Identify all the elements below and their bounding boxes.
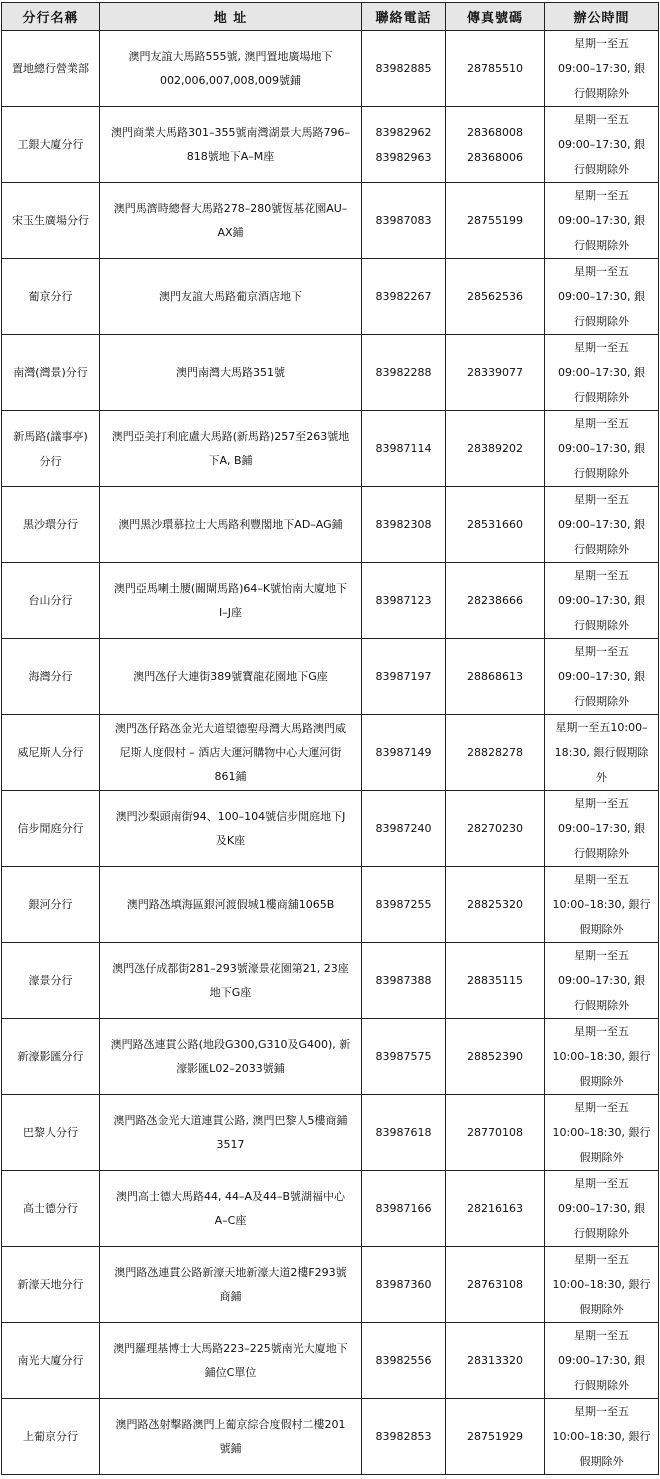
branch-name-cell [2,183,100,259]
hours-cell-line: 星期一至五 [574,645,629,658]
fax-cell [446,1019,545,1095]
branch-name-cell-line: 巴黎人分行 [23,1126,78,1139]
address-cell [100,1171,362,1247]
phone-cell-line: 83987083 [375,214,432,227]
phone-cell [362,715,446,791]
branch-name-cell [2,487,100,563]
branch-name-cell-line: 新濠影匯分行 [17,1050,84,1063]
phone-cell-line: 83982288 [375,366,432,379]
table-row [2,867,659,943]
address-cell-line: 澳門路氹金光大道連貫公路, 澳門巴黎人5樓商鋪 [113,1113,348,1127]
address-cell [100,715,362,791]
phone-cell-line: 83987388 [375,974,432,987]
branch-name-cell-line: 南灣(灣景)分行 [13,366,88,379]
address-cell-line: 002,006,007,008,009號鋪 [160,73,301,87]
phone-cell-line: 83987240 [375,822,432,835]
branch-name-cell-line: 高士德分行 [23,1202,78,1215]
branch-name-cell-line: 新馬路(議事亭) [13,429,88,443]
branch-name-cell-line: 台山分行 [28,594,73,607]
table-row [2,1095,659,1171]
address-cell [100,791,362,867]
phone-cell [362,791,446,867]
branch-name-cell [2,867,100,943]
hours-cell-line: 行假期除外 [574,1379,629,1392]
hours-cell-line: 09:00–17:30, 銀 [558,366,645,379]
fax-cell-line: 28755199 [467,214,523,227]
fax-cell [446,487,545,563]
phone-cell-line: 83982962 [375,125,432,139]
phone-cell [362,487,446,563]
address-cell-line: 澳門黑沙環慕拉士大馬路利豐閣地下AD–AG鋪 [118,517,343,531]
hours-cell [545,1247,659,1323]
hours-cell [545,183,659,259]
address-cell-line: 濠影匯L02–2033號鋪 [176,1061,285,1075]
phone-cell [362,1399,446,1475]
branch-name-cell-line: 濠景分行 [28,974,73,987]
fax-cell [446,259,545,335]
hours-cell [545,107,659,183]
fax-cell [446,791,545,867]
address-cell-line: 澳門羅理基博士大馬路223–225號南光大廈地下 [113,1341,348,1355]
table-row [2,107,659,183]
hours-cell [545,563,659,639]
fax-cell [446,183,545,259]
fax-cell [446,1095,545,1171]
table-row [2,639,659,715]
hours-cell-line: 09:00–17:30, 銀 [558,670,645,683]
address-cell-line: 澳門氹仔成都街281–293號濠景花園第21, 23座 [112,961,349,975]
address-cell [100,1323,362,1399]
phone-cell [362,1323,446,1399]
fax-cell [446,563,545,639]
phone-cell [362,639,446,715]
branch-name-cell-line: 分行 [39,454,62,468]
table-row [2,715,659,791]
phone-cell [362,1171,446,1247]
phone-cell-line: 83982963 [375,150,432,164]
hours-cell-line: 09:00–17:30, 銀 [558,214,645,227]
fax-cell [446,943,545,1019]
hours-cell-line: 星期一至五 [574,493,629,506]
hours-cell-line: 10:00–18:30, 銀行 [552,898,651,911]
fax-cell-line: 28770108 [467,1126,523,1139]
phone-cell-line: 83987149 [375,746,432,759]
phone-cell [362,411,446,487]
hours-cell [545,639,659,715]
branch-name-cell [2,1019,100,1095]
branch-name-cell-line: 工銀大廈分行 [17,138,84,151]
address-cell-line: 澳門馬濟時總督大馬路278–280號恆基花園AU– [113,201,348,215]
phone-cell [362,259,446,335]
address-cell-line: 鋪位C單位 [204,1365,257,1379]
phone-cell-line: 83982308 [375,518,432,531]
hours-cell-line: 09:00–17:30, 銀 [558,974,645,987]
hours-cell-line: 10:00–18:30, 銀行 [552,1278,651,1291]
hours-cell-line: 09:00–17:30, 銀 [558,290,645,303]
header-fax: 傳真號碼 [446,3,545,31]
fax-cell-line: 28238666 [467,594,523,607]
branch-name-cell [2,1171,100,1247]
hours-cell-line: 09:00–17:30, 銀 [558,594,645,607]
address-cell-line: AX鋪 [217,225,244,239]
table-row [2,335,659,411]
hours-cell-line: 星期一至五 [574,37,629,50]
address-cell-line: 澳門路氹連貫公路(地段G300,G310及G400), 新 [110,1037,351,1051]
address-cell [100,487,362,563]
fax-cell [446,411,545,487]
hours-cell-line: 星期一至五 [574,417,629,430]
hours-cell-line: 09:00–17:30, 銀 [558,442,645,455]
hours-cell-line: 假期除外 [579,1455,624,1468]
address-cell [100,1095,362,1171]
hours-cell-line: 行假期除外 [574,87,629,100]
branch-name-cell-line: 上葡京分行 [23,1430,78,1443]
fax-cell [446,107,545,183]
hours-cell-line: 星期一至五 [574,1405,629,1418]
fax-cell [446,639,545,715]
header-hours: 辦公時間 [545,3,659,31]
fax-cell-line: 28828278 [467,746,523,759]
hours-cell-line: 星期一至五 [574,1101,629,1114]
address-cell [100,259,362,335]
address-cell-line: 861鋪 [214,769,247,783]
hours-cell-line: 10:00–18:30, 銀行 [552,1430,651,1443]
hours-cell-line: 假期除外 [579,1075,624,1088]
phone-cell [362,31,446,107]
hours-cell [545,31,659,107]
address-cell [100,943,362,1019]
hours-cell-line: 10:00–18:30, 銀行 [552,1050,651,1063]
branch-name-cell [2,1247,100,1323]
phone-cell [362,1019,446,1095]
table-row [2,1171,659,1247]
fax-cell [446,1247,545,1323]
table-row [2,183,659,259]
address-cell-line: 澳門友誼大馬路葡京酒店地下 [159,289,302,303]
hours-cell-line: 行假期除外 [574,695,629,708]
hours-cell-line: 09:00–17:30, 銀 [558,1202,645,1215]
branch-name-cell [2,943,100,1019]
address-cell-line: 澳門氹仔大連街389號寶龍花園地下G座 [133,669,328,683]
phone-cell-line: 83982267 [375,290,432,303]
hours-cell [545,1399,659,1475]
table-row [2,411,659,487]
phone-cell [362,867,446,943]
hours-cell-line: 行假期除外 [574,239,629,252]
phone-cell-line: 83987197 [375,670,432,683]
table-row [2,259,659,335]
fax-cell-line: 28763108 [467,1278,523,1291]
hours-cell-line: 行假期除外 [574,315,629,328]
branch-name-cell-line: 新濠天地分行 [17,1278,84,1291]
phone-cell [362,1095,446,1171]
fax-cell-line: 28868613 [467,670,523,683]
address-cell [100,563,362,639]
hours-cell-line: 行假期除外 [574,619,629,632]
phone-cell [362,943,446,1019]
table-row [2,487,659,563]
address-cell-line: 澳門高士德大馬路44, 44–A及44–B號湖福中心 [115,1189,346,1203]
branch-name-cell [2,791,100,867]
table-row [2,1247,659,1323]
phone-cell-line: 83982885 [375,62,432,75]
hours-cell [545,1095,659,1171]
hours-cell [545,411,659,487]
fax-cell [446,31,545,107]
branch-name-cell-line: 銀河分行 [28,898,73,911]
fax-cell-line: 28270230 [467,822,523,835]
address-cell-line: 818號地下A–M座 [186,149,275,163]
branch-name-cell-line: 威尼斯人分行 [17,746,84,759]
phone-cell [362,183,446,259]
hours-cell-line: 星期一至五 [574,797,629,810]
hours-cell-line: 行假期除外 [574,391,629,404]
phone-cell-line: 83987114 [375,442,432,455]
hours-cell-line: 行假期除外 [574,999,629,1012]
address-cell [100,867,362,943]
hours-cell-line: 星期一至五 [574,113,629,126]
address-cell-line: 澳門路氹射擊路澳門上葡京綜合度假村二樓201 [115,1417,346,1431]
hours-cell [545,791,659,867]
table-row [2,1323,659,1399]
address-cell [100,411,362,487]
address-cell-line: 下A, B鋪 [208,453,253,467]
branch-name-cell [2,259,100,335]
branch-name-cell-line: 信步閒庭分行 [17,822,84,835]
phone-cell-line: 83987123 [375,594,432,607]
hours-cell-line: 星期一至五 [574,1329,629,1342]
phone-cell-line: 83987255 [375,898,432,911]
hours-cell [545,1171,659,1247]
hours-cell [545,259,659,335]
address-cell [100,1247,362,1323]
hours-cell [545,715,659,791]
hours-cell [545,867,659,943]
hours-cell-line: 行假期除外 [574,163,629,176]
hours-cell [545,943,659,1019]
address-cell [100,107,362,183]
hours-cell-line: 星期一至五 [574,189,629,202]
branch-name-cell [2,1323,100,1399]
address-cell-line: 地下G座 [209,985,252,999]
fax-cell-line: 28751929 [467,1430,523,1443]
fax-cell-line: 28562536 [467,290,523,303]
address-cell [100,1019,362,1095]
phone-cell [362,107,446,183]
address-cell-line: 商鋪 [219,1289,242,1303]
hours-cell-line: 星期一至五 [574,1025,629,1038]
hours-cell-line: 星期一至五10:00– [555,721,648,734]
header-row [2,3,659,31]
phone-cell-line: 83982556 [375,1354,432,1367]
branch-name-cell-line: 海灣分行 [28,670,73,683]
fax-cell-line: 28368008 [467,125,523,139]
fax-cell [446,1171,545,1247]
table-row [2,1399,659,1475]
hours-cell-line: 外 [596,771,607,784]
address-cell [100,639,362,715]
hours-cell-line: 09:00–17:30, 銀 [558,138,645,151]
branch-name-cell [2,411,100,487]
fax-cell-line: 28835115 [467,974,523,987]
header-phone: 聯絡電話 [362,3,446,31]
address-cell-line: 澳門亞馬喇土腰(關閘馬路)64–K號怡南大廈地下 [113,581,348,595]
branch-table [1,2,659,1475]
hours-cell-line: 星期一至五 [574,265,629,278]
address-cell [100,1399,362,1475]
hours-cell-line: 09:00–17:30, 銀 [558,518,645,531]
hours-cell-line: 星期一至五 [574,341,629,354]
branch-name-cell-line: 黑沙環分行 [23,518,78,531]
hours-cell-line: 10:00–18:30, 銀行 [552,1126,651,1139]
hours-cell-line: 假期除外 [579,1151,624,1164]
branch-name-cell [2,31,100,107]
address-cell-line: 澳門路氹連貫公路新濠天地新濠大道2樓F293號 [114,1265,347,1279]
branch-name-cell-line: 宋玉生廣場分行 [12,214,89,227]
phone-cell [362,563,446,639]
fax-cell-line: 28313320 [467,1354,523,1367]
hours-cell-line: 星期一至五 [574,949,629,962]
phone-cell [362,335,446,411]
fax-cell [446,715,545,791]
hours-cell-line: 星期一至五 [574,1177,629,1190]
address-cell-line: 號鋪 [219,1441,242,1455]
address-cell-line: I–J座 [219,605,242,619]
hours-cell [545,1323,659,1399]
branch-name-cell [2,1399,100,1475]
hours-cell-line: 星期一至五 [574,1253,629,1266]
address-cell [100,31,362,107]
branch-name-cell [2,1095,100,1171]
fax-cell-line: 28825320 [467,898,523,911]
fax-cell-line: 28368006 [467,150,523,164]
address-cell-line: 澳門氹仔路氹金光大道望德聖母灣大馬路澳門威 [115,721,346,735]
table-row [2,943,659,1019]
hours-cell-line: 18:30, 銀行假期除 [554,746,649,759]
phone-cell-line: 83987575 [375,1050,432,1063]
branch-name-cell [2,107,100,183]
phone-cell-line: 83982853 [375,1430,432,1443]
table-body [2,31,659,1475]
hours-cell-line: 09:00–17:30, 銀 [558,822,645,835]
branch-name-cell [2,563,100,639]
address-cell-line: 3517 [216,1137,245,1151]
fax-cell [446,1323,545,1399]
branch-name-cell-line: 置地總行營業部 [12,62,89,75]
hours-cell [545,335,659,411]
phone-cell [362,1247,446,1323]
branch-name-cell [2,715,100,791]
table-row [2,791,659,867]
address-cell-line: 尼斯人度假村 – 酒店大運河購物中心大運河街 [119,745,342,759]
address-cell-line: 及K座 [215,833,246,847]
address-cell [100,335,362,411]
hours-cell-line: 行假期除外 [574,543,629,556]
address-cell-line: 澳門友誼大馬路555號, 澳門置地廣場地下 [128,49,333,63]
fax-cell [446,1399,545,1475]
branch-name-cell-line: 葡京分行 [28,290,73,303]
hours-cell-line: 假期除外 [579,923,624,936]
hours-cell [545,1019,659,1095]
branch-name-cell [2,335,100,411]
fax-cell-line: 28531660 [467,518,523,531]
fax-cell-line: 28852390 [467,1050,523,1063]
header-branch-name: 分行名稱 [2,3,100,31]
header-address: 地 址 [100,3,362,31]
address-cell-line: 澳門路氹填海區銀河渡假城1樓商舖1065B [126,897,335,911]
hours-cell-line: 星期一至五 [574,569,629,582]
address-cell-line: 澳門商業大馬路301–355號南灣湖景大馬路796– [111,125,350,139]
table-row [2,31,659,107]
address-cell-line: 澳門亞美打利庇盧大馬路(新馬路)257至263號地 [111,429,350,443]
hours-cell-line: 星期一至五 [574,873,629,886]
hours-cell-line: 假期除外 [579,1303,624,1316]
phone-cell-line: 83987618 [375,1126,432,1139]
table-row [2,1019,659,1095]
address-cell-line: 澳門南灣大馬路351號 [176,365,285,379]
fax-cell-line: 28339077 [467,366,523,379]
hours-cell-line: 09:00–17:30, 銀 [558,62,645,75]
fax-cell [446,335,545,411]
table-row [2,563,659,639]
fax-cell-line: 28216163 [467,1202,523,1215]
fax-cell-line: 28389202 [467,442,523,455]
hours-cell-line: 09:00–17:30, 銀 [558,1354,645,1367]
phone-cell-line: 83987166 [375,1202,432,1215]
hours-cell-line: 行假期除外 [574,467,629,480]
phone-cell-line: 83987360 [375,1278,432,1291]
address-cell [100,183,362,259]
branch-name-cell [2,639,100,715]
hours-cell [545,487,659,563]
address-cell-line: 澳門沙梨頭南街94、100–104號信步閒庭地下J [115,809,346,823]
address-cell-line: A–C座 [214,1213,247,1227]
hours-cell-line: 行假期除外 [574,847,629,860]
branch-name-cell-line: 南光大廈分行 [17,1354,84,1367]
fax-cell [446,867,545,943]
fax-cell-line: 28785510 [467,62,523,75]
hours-cell-line: 行假期除外 [574,1227,629,1240]
